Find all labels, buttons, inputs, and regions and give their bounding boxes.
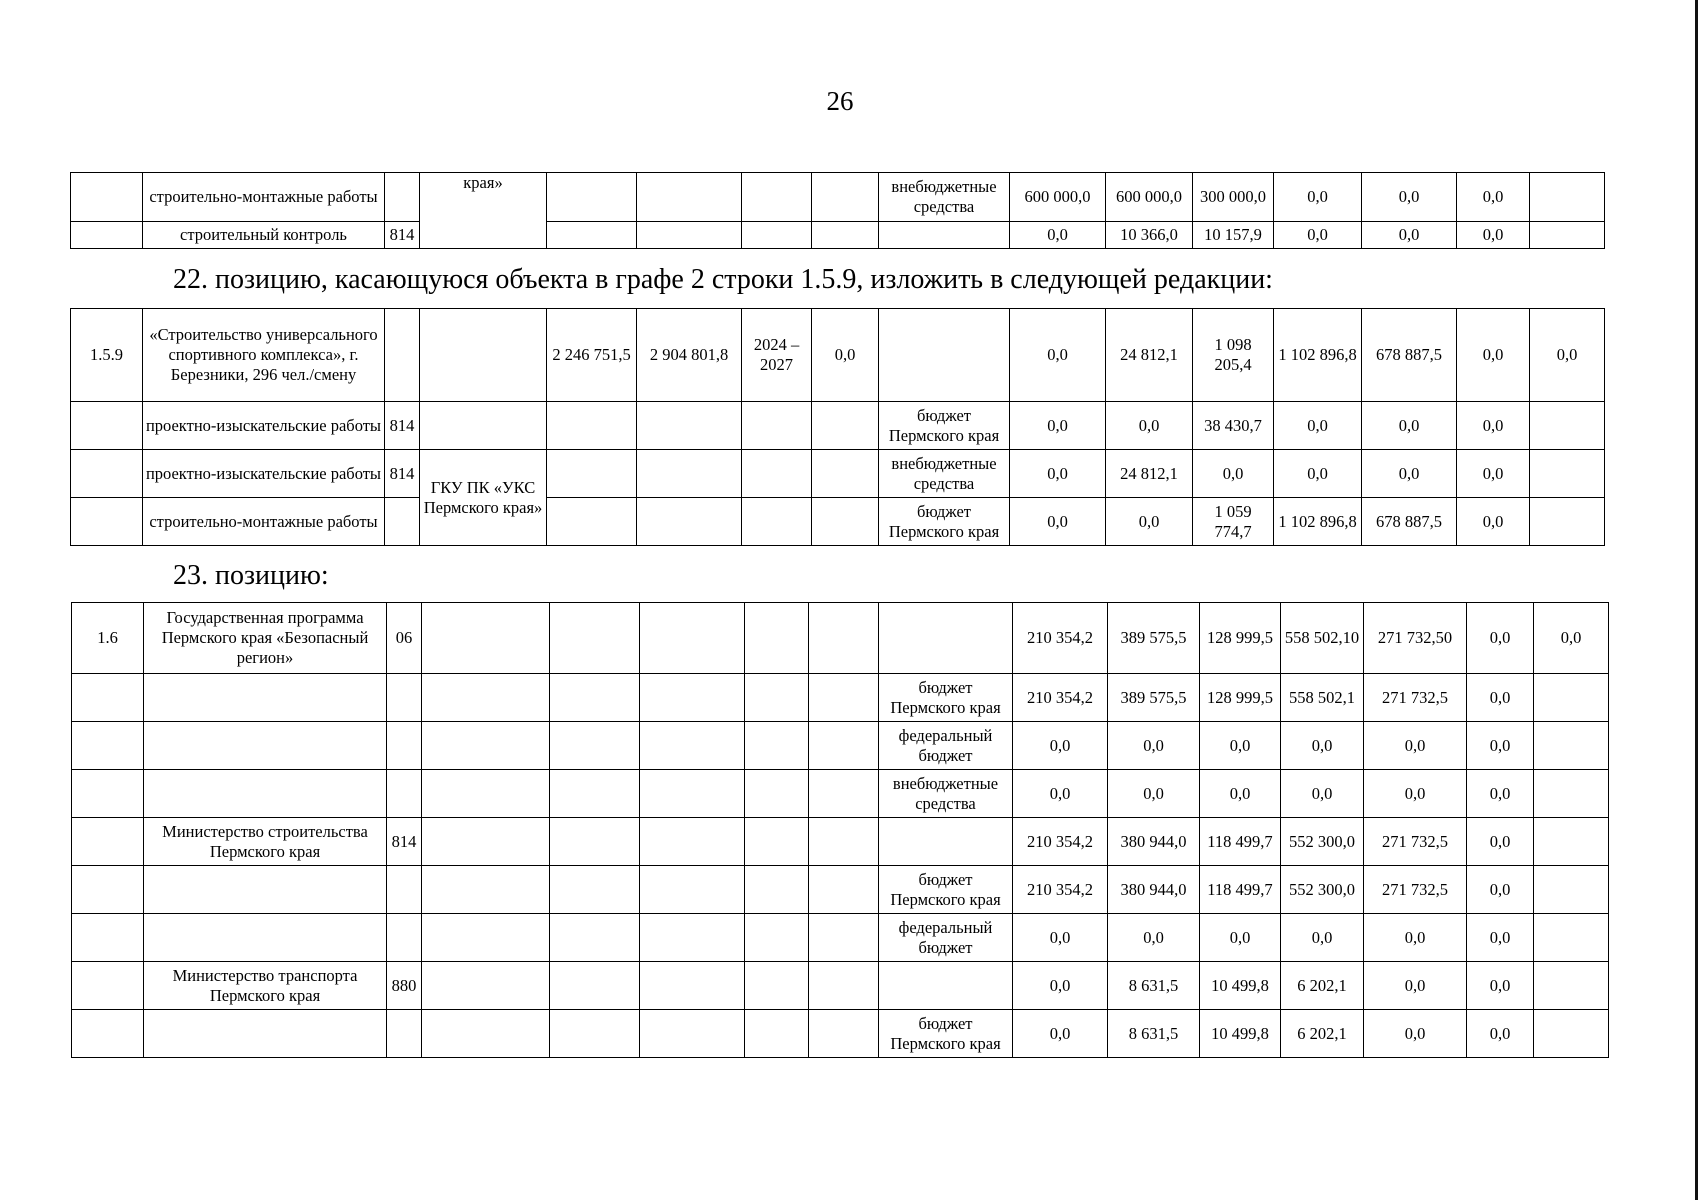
table-cell [812, 450, 879, 498]
table-cell [144, 1010, 387, 1058]
table-row [72, 770, 1609, 818]
table-position-1-5-9 [70, 308, 1605, 546]
table-row [72, 722, 1609, 770]
table-cell: 678 887,5 [1362, 498, 1457, 546]
table-cell: 0,0 [1200, 770, 1281, 818]
table-cell: 271 732,5 [1364, 818, 1467, 866]
table-cell [809, 770, 879, 818]
table-cell [745, 914, 809, 962]
table-row [72, 818, 1609, 866]
table-cell: 0,0 [1362, 222, 1457, 249]
table-cell [422, 770, 550, 818]
table-cell: 10 157,9 [1193, 222, 1274, 249]
table-cell [637, 402, 742, 450]
table-cell [640, 866, 745, 914]
table-cell [550, 674, 640, 722]
table-row [72, 866, 1609, 914]
table-cell [550, 722, 640, 770]
table-cell: 0,0 [1457, 450, 1530, 498]
table-cell [144, 722, 387, 770]
table-cell: 0,0 [1364, 1010, 1467, 1058]
table-cell [550, 770, 640, 818]
table-cell [550, 818, 640, 866]
table-cell [809, 1010, 879, 1058]
table-cell: 380 944,0 [1108, 866, 1200, 914]
table-cell: 0,0 [1457, 309, 1530, 402]
table-cell [72, 914, 144, 962]
table-cell [547, 498, 637, 546]
table-cell [144, 866, 387, 914]
table-cell [812, 498, 879, 546]
table-cell: 1 059 774,7 [1193, 498, 1274, 546]
table-row [72, 674, 1609, 722]
table-cell [385, 498, 420, 546]
heading-item-22: 22. позицию, касающуюся объекта в графе 2 строки 1.5.9, изложить в следующей редакции: [173, 264, 1273, 295]
table-cell: 0,0 [812, 309, 879, 402]
table-cell [422, 818, 550, 866]
table-cell: 0,0 [1467, 674, 1534, 722]
table-cell [387, 770, 422, 818]
table-cell [745, 770, 809, 818]
table-cell: 210 354,2 [1013, 866, 1108, 914]
table-cell: 8 631,5 [1108, 962, 1200, 1010]
table-cell: 0,0 [1457, 222, 1530, 249]
table-row [72, 1010, 1609, 1058]
table-cell: 1 102 896,8 [1274, 309, 1362, 402]
table-cell: 1 098 205,4 [1193, 309, 1274, 402]
table-cell: бюджет Пермского края [879, 498, 1010, 546]
table-cell: 0,0 [1108, 914, 1200, 962]
table-cell [71, 222, 143, 249]
table-cell [1534, 914, 1609, 962]
table-cell: 8 631,5 [1108, 1010, 1200, 1058]
table-cell [809, 962, 879, 1010]
table-cell [550, 914, 640, 962]
table-cell [422, 674, 550, 722]
table-cell [879, 222, 1010, 249]
table-cell [637, 450, 742, 498]
table-cell: 0,0 [1364, 914, 1467, 962]
table-cell: 558 502,1 [1281, 674, 1364, 722]
table-cell [1534, 818, 1609, 866]
table-cell: 271 732,5 [1364, 866, 1467, 914]
table-cell: 389 575,5 [1108, 674, 1200, 722]
table-cell: 0,0 [1457, 173, 1530, 222]
table-row [71, 402, 1605, 450]
table-cell: 210 354,2 [1013, 818, 1108, 866]
table-cell: внебюджетные средства [879, 450, 1010, 498]
table-cell [809, 722, 879, 770]
table-cell: 10 366,0 [1106, 222, 1193, 249]
table-cell [550, 1010, 640, 1058]
table-cell: 0,0 [1013, 722, 1108, 770]
table-cell [547, 222, 637, 249]
table-cell [637, 222, 742, 249]
table-cell: 0,0 [1457, 498, 1530, 546]
table-cell [420, 309, 547, 402]
table-cell: 1.6 [72, 603, 144, 674]
table-cell [1534, 1010, 1609, 1058]
table-cell: 0,0 [1274, 173, 1362, 222]
table-cell: 600 000,0 [1106, 173, 1193, 222]
table-cell: 0,0 [1467, 818, 1534, 866]
table-cell [71, 402, 143, 450]
table-cell: 1.5.9 [71, 309, 143, 402]
table-cell [809, 603, 879, 674]
table-cell [71, 173, 143, 222]
table-row [71, 498, 1605, 546]
table-cell: 6 202,1 [1281, 1010, 1364, 1058]
table-cell: 24 812,1 [1106, 450, 1193, 498]
table-cell: 0,0 [1010, 450, 1106, 498]
table-cell [745, 674, 809, 722]
table-cell [745, 962, 809, 1010]
table-cell: федеральный бюджет [879, 722, 1013, 770]
table-cell: бюджет Пермского края [879, 402, 1010, 450]
table-cell: 0,0 [1108, 770, 1200, 818]
table-cell [72, 674, 144, 722]
table-cell: бюджет Пермского края [879, 866, 1013, 914]
table-cell [879, 962, 1013, 1010]
table-cell: 0,0 [1010, 309, 1106, 402]
table-cell: 0,0 [1013, 770, 1108, 818]
table-cell: 210 354,2 [1013, 674, 1108, 722]
table-cell [742, 222, 812, 249]
table-cell [812, 222, 879, 249]
table-cell [640, 818, 745, 866]
table-cell: края» [420, 173, 547, 249]
table-position-1-6 [71, 602, 1609, 1058]
table-cell [742, 173, 812, 222]
table-cell: 0,0 [1530, 309, 1605, 402]
table-row [71, 309, 1605, 402]
table-cell: 271 732,5 [1364, 674, 1467, 722]
table-cell: 0,0 [1010, 222, 1106, 249]
table-cell: 0,0 [1467, 962, 1534, 1010]
table-cell [72, 1010, 144, 1058]
table-cell: 0,0 [1362, 450, 1457, 498]
table-cell [1534, 866, 1609, 914]
table-cell [745, 866, 809, 914]
table-cell [640, 1010, 745, 1058]
table-cell: 0,0 [1362, 173, 1457, 222]
table-cell [640, 962, 745, 1010]
table-cell: внебюджетные средства [879, 173, 1010, 222]
table-cell [72, 866, 144, 914]
table-cell [550, 962, 640, 1010]
table-row [72, 914, 1609, 962]
table-cell [812, 402, 879, 450]
table-cell [422, 1010, 550, 1058]
table-row [72, 962, 1609, 1010]
table-cell: 0,0 [1467, 914, 1534, 962]
table-cell: 128 999,5 [1200, 674, 1281, 722]
table-cell: проектно-изыскательские работы [143, 402, 385, 450]
table-cell [387, 866, 422, 914]
table-cell [72, 770, 144, 818]
table-cell: строительный контроль [143, 222, 385, 249]
table-cell: 0,0 [1274, 222, 1362, 249]
table-cell: 128 999,5 [1200, 603, 1281, 674]
table-cell [422, 603, 550, 674]
table-cell: 814 [385, 450, 420, 498]
table-cell: 210 354,2 [1013, 603, 1108, 674]
table-cell: 2 246 751,5 [547, 309, 637, 402]
table-cell [71, 498, 143, 546]
table-cell: Министерство строительства Пермского края [144, 818, 387, 866]
table-cell [742, 450, 812, 498]
table-cell: Государственная программа Пермского края «Безопасный регион» [144, 603, 387, 674]
table-cell: 2024 – 2027 [742, 309, 812, 402]
table-cell [550, 866, 640, 914]
table-cell [387, 722, 422, 770]
table-cell: внебюджетные средства [879, 770, 1013, 818]
table-cell: 0,0 [1467, 866, 1534, 914]
table-cell: 880 [387, 962, 422, 1010]
table-cell: 10 499,8 [1200, 962, 1281, 1010]
table-cell: 0,0 [1467, 770, 1534, 818]
table-cell: 600 000,0 [1010, 173, 1106, 222]
table-cell: 678 887,5 [1362, 309, 1457, 402]
table-cell: 1 102 896,8 [1274, 498, 1362, 546]
table-cell [879, 309, 1010, 402]
table-cell [640, 674, 745, 722]
table-cell: ГКУ ПК «УКС Пермского края» [420, 450, 547, 546]
table-cell: 6 202,1 [1281, 962, 1364, 1010]
table-cell [812, 173, 879, 222]
table-cell: 0,0 [1200, 722, 1281, 770]
table-cell: 38 430,7 [1193, 402, 1274, 450]
table-cell: 0,0 [1364, 722, 1467, 770]
table-cell [547, 173, 637, 222]
table-cell: 0,0 [1362, 402, 1457, 450]
table-cell [422, 962, 550, 1010]
table-cell [71, 450, 143, 498]
table-cell: 0,0 [1013, 914, 1108, 962]
table-cell [745, 1010, 809, 1058]
table-cell: 558 502,10 [1281, 603, 1364, 674]
table-cell: 0,0 [1010, 498, 1106, 546]
table-cell: бюджет Пермского края [879, 1010, 1013, 1058]
table-cell [809, 818, 879, 866]
table-cell [1534, 962, 1609, 1010]
table-cell [387, 914, 422, 962]
table-cell: 0,0 [1281, 722, 1364, 770]
table-cell [1530, 222, 1605, 249]
table-cell: 0,0 [1457, 402, 1530, 450]
table-cell [809, 914, 879, 962]
table-cell: 814 [385, 402, 420, 450]
table-cell: 0,0 [1200, 914, 1281, 962]
table-cell: 0,0 [1467, 722, 1534, 770]
table-cell: 0,0 [1364, 770, 1467, 818]
table-cell [745, 603, 809, 674]
table-cell: Министерство транспорта Пермского края [144, 962, 387, 1010]
table-cell [144, 914, 387, 962]
table-cell: бюджет Пермского края [879, 674, 1013, 722]
table-cell: 0,0 [1534, 603, 1609, 674]
table-cell: 0,0 [1108, 722, 1200, 770]
table-cell: «Строительство универсального спортивного комплекса», г. Березники, 296 чел./смену [143, 309, 385, 402]
table-cell [1530, 498, 1605, 546]
table-cell [422, 722, 550, 770]
table-cell: 118 499,7 [1200, 866, 1281, 914]
table-cell [1534, 770, 1609, 818]
table-cell [1530, 173, 1605, 222]
table-cell: федеральный бюджет [879, 914, 1013, 962]
table-cell: 814 [387, 818, 422, 866]
table-cell: 0,0 [1010, 402, 1106, 450]
table-cell [809, 866, 879, 914]
table-cell: 0,0 [1013, 962, 1108, 1010]
table-cell: 0,0 [1281, 770, 1364, 818]
table-cell [387, 1010, 422, 1058]
table-cell: проектно-изыскательские работы [143, 450, 385, 498]
table-cell [385, 173, 420, 222]
table-cell: 118 499,7 [1200, 818, 1281, 866]
table-cell: 0,0 [1274, 450, 1362, 498]
table-cell: 2 904 801,8 [637, 309, 742, 402]
table-cell [422, 866, 550, 914]
table-cell [640, 914, 745, 962]
table-cell [420, 402, 547, 450]
table-cell [422, 914, 550, 962]
table-cell: 0,0 [1106, 498, 1193, 546]
table-cell: 552 300,0 [1281, 866, 1364, 914]
table-cell [879, 818, 1013, 866]
table-cell [387, 674, 422, 722]
table-cell [745, 722, 809, 770]
table-cell: 06 [387, 603, 422, 674]
table-cell: 814 [385, 222, 420, 249]
heading-item-23: 23. позицию: [173, 560, 329, 591]
table-cell [385, 309, 420, 402]
table-cell: 24 812,1 [1106, 309, 1193, 402]
table-cell [742, 402, 812, 450]
table-row [71, 450, 1605, 498]
table-cell: 300 000,0 [1193, 173, 1274, 222]
table-cell: 0,0 [1467, 1010, 1534, 1058]
table-cell [550, 603, 640, 674]
table-cell [745, 818, 809, 866]
table-cell [640, 603, 745, 674]
table-cell [1530, 402, 1605, 450]
table-cell [640, 722, 745, 770]
table-cell [144, 674, 387, 722]
table-cell [72, 962, 144, 1010]
table-cell [144, 770, 387, 818]
table-cell: 0,0 [1281, 914, 1364, 962]
table-row [71, 222, 1605, 249]
table-cell: 271 732,50 [1364, 603, 1467, 674]
table-cell [72, 818, 144, 866]
table-cell [1534, 722, 1609, 770]
table-cell: 0,0 [1467, 603, 1534, 674]
table-cell [547, 450, 637, 498]
table-cell [1530, 450, 1605, 498]
page-number: 26 [826, 86, 854, 116]
table-cell: строительно-монтажные работы [143, 173, 385, 222]
table-cell [637, 498, 742, 546]
table-cell [742, 498, 812, 546]
table-cell [1534, 674, 1609, 722]
table-cell: 380 944,0 [1108, 818, 1200, 866]
table-cell: 0,0 [1364, 962, 1467, 1010]
table-row [72, 603, 1609, 674]
table-cell: 0,0 [1106, 402, 1193, 450]
table-cell [809, 674, 879, 722]
table-row [71, 173, 1605, 222]
table-cell: 552 300,0 [1281, 818, 1364, 866]
table-cell: 0,0 [1013, 1010, 1108, 1058]
table-cell [547, 402, 637, 450]
table-fragment-top [70, 172, 1605, 249]
table-cell: 0,0 [1274, 402, 1362, 450]
table-cell: строительно-монтажные работы [143, 498, 385, 546]
table-cell [637, 173, 742, 222]
table-cell [72, 722, 144, 770]
table-cell: 389 575,5 [1108, 603, 1200, 674]
table-cell: 10 499,8 [1200, 1010, 1281, 1058]
table-cell: 0,0 [1193, 450, 1274, 498]
table-cell [640, 770, 745, 818]
table-cell [879, 603, 1013, 674]
